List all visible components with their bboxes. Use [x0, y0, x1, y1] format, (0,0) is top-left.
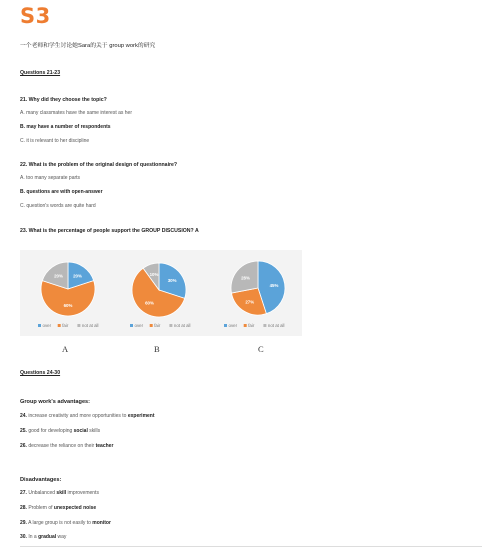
pie-b-legend-label: over: [134, 323, 144, 328]
question-22: 22. What is the problem of the original design of questionnaire?: [20, 162, 178, 168]
pie-c-value-label: 27%: [245, 299, 255, 305]
item-27-number: 27.: [20, 490, 27, 496]
item-28-keyword: unexpected noise: [53, 505, 97, 511]
pie-c-value-label: 28%: [241, 275, 250, 281]
item-26-text: decrease the reliance on their: [26, 443, 96, 449]
question-23: 23. What is the percentage of people support the GROUP DISCUSION? A: [20, 228, 199, 234]
question-22-option-a: A. too many separate parts: [20, 175, 81, 181]
pie-a-legend-swatch: [58, 324, 61, 327]
item-27-tail: improvements: [66, 490, 99, 496]
advantages-heading: Group work's advantages:: [20, 399, 91, 405]
item-28-number: 28.: [20, 505, 27, 511]
chart-a-label: A: [62, 344, 69, 354]
chart-b-label: B: [154, 344, 160, 354]
bottom-divider: [20, 546, 482, 547]
item-29-number: 29.: [20, 520, 27, 526]
item-30: [20, 534, 66, 540]
pie-c-legend-label: not at all: [267, 323, 285, 328]
pie-b-value-label: 10%: [149, 272, 159, 278]
pie-a-value-label: 20%: [54, 273, 63, 279]
item-25-text: good for developing: [26, 428, 74, 434]
pie-b-legend-label: fair: [154, 323, 161, 328]
item-29-text: A large group is not easily to: [26, 520, 93, 526]
pie-c-legend-swatch: [244, 324, 247, 327]
disadvantages-heading: Disadvantages:: [20, 477, 62, 483]
section-title-24-30: Questions 24-30: [20, 370, 61, 376]
question-21: 21. Why did they choose the topic?: [20, 97, 107, 103]
pie-charts-svg: [20, 250, 302, 336]
item-24-keyword: experiment: [127, 413, 155, 419]
item-25: [20, 428, 100, 434]
pie-b-legend-swatch: [150, 324, 153, 327]
pie-a-legend-label: fair: [62, 323, 69, 328]
item-26-number: 26.: [20, 443, 27, 449]
item-29: [20, 520, 111, 526]
pie-b-legend-swatch: [169, 324, 172, 327]
item-30-keyword: gradual: [38, 534, 57, 540]
item-24-number: 24.: [20, 413, 27, 419]
pie-c-legend-swatch: [263, 324, 266, 327]
pie-b-value-label: 30%: [167, 278, 177, 284]
pie-a-legend-swatch: [77, 324, 80, 327]
pie-charts-figure: [20, 250, 302, 336]
question-22-option-c: C. question's words are quite hard: [20, 203, 96, 209]
pie-c-legend-swatch: [224, 324, 227, 327]
item-28-text: Problem of: [26, 505, 54, 511]
question-21-option-c: C. it is relevant to her discipline: [20, 138, 90, 144]
item-24-text: increase creativity and more opportunities to: [26, 413, 128, 419]
pie-b-legend-swatch: [130, 324, 133, 327]
item-27: [20, 490, 99, 496]
pie-b-value-label: 60%: [145, 300, 154, 306]
item-30-tail: way: [56, 534, 67, 540]
pie-c-legend-label: over: [228, 323, 238, 328]
question-21-option-b: B. may have a number of respondents: [20, 124, 111, 130]
question-22-option-b: B. questions are with open-answer: [20, 189, 103, 195]
item-27-keyword: skill: [56, 490, 67, 496]
section-title-21-23: Questions 21-23: [20, 70, 61, 76]
question-21-option-a: A. many classmates have the same interest as her: [20, 110, 132, 116]
item-28: [20, 505, 96, 511]
pie-b-legend-label: not at all: [173, 323, 191, 328]
item-30-number: 30.: [20, 534, 27, 540]
pie-c-value-label: 45%: [269, 283, 279, 289]
pie-a-value-label: 20%: [73, 273, 82, 279]
logo-s3: S3: [20, 4, 51, 28]
pie-a-legend-swatch: [38, 324, 41, 327]
pie-a-value-label: 60%: [63, 302, 73, 308]
chart-c-label: C: [258, 344, 264, 354]
pie-a-legend-label: over: [42, 323, 52, 328]
item-25-keyword: social: [73, 428, 88, 434]
pie-a-legend-label: not at all: [81, 323, 99, 328]
item-29-keyword: monitor: [92, 520, 111, 526]
item-26: [20, 443, 113, 449]
item-25-tail: skills: [87, 428, 101, 434]
item-25-number: 25.: [20, 428, 27, 434]
pie-c-legend-label: fair: [248, 323, 255, 328]
item-30-text: In a: [26, 534, 39, 540]
item-27-text: Unbalanced: [26, 490, 57, 496]
item-24: [20, 413, 155, 419]
item-26-keyword: teacher: [95, 443, 114, 449]
page-subtitle: 一个老师和学生讨论她Sara的关于 group work的研究: [20, 43, 156, 49]
